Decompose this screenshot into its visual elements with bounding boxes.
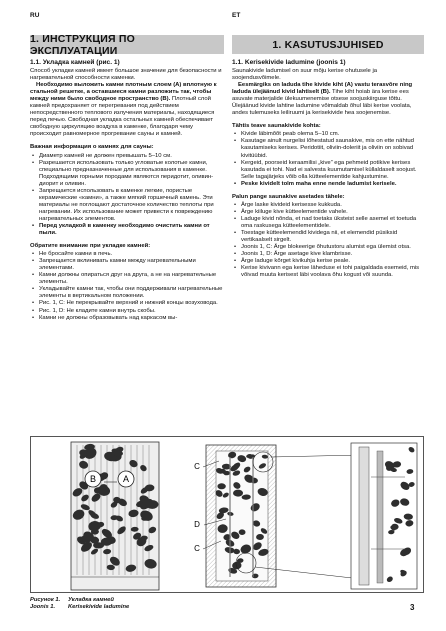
intro-paragraph-et: Saunakivide ladumisel on suur mõju kerise ohutusele ja soojendusvõimele.: [232, 68, 378, 82]
list-item: • Kivide läbimõõt peab olema 5–10 cm.: [232, 131, 424, 138]
list-item: • Перед укладкой в каменку необходимо очистить камни от пыли.: [30, 223, 224, 237]
list-item: • Запрещается вклинивать камни между нагревательными элементами.: [30, 258, 224, 272]
language-tag-et: ET: [232, 12, 241, 19]
list-item: • Joonis 1, C: Ärge blokeerige õhutustoru alumist ega ülemist otsa.: [232, 244, 424, 251]
label-c-top: C: [194, 462, 200, 471]
stacking-emphasis-et: Eesmärgiks on laduda tihe kivide kiht (A) vastu terasvõre ning laduda ülejäänud kivid lahtiselt (B).: [232, 82, 413, 96]
stacking-text-et: Tihe kiht hoiab ära kerise ees asuvate materjalide ülekuumenemise otsese soojuskiirguse tõttu. Ülejäänud kivide lahtine ladumine võimaldab õhul läbi kerise voolata, andes tulemuseks leiliruumi ja kerisekivide hea soojenemise.: [232, 89, 412, 117]
list-item: • Peske kividelt tolm maha enne nende ladumist kerisele.: [232, 181, 424, 188]
caption-number-et: Joonis 1.: [30, 604, 56, 610]
page-number: 3: [410, 603, 415, 612]
list-item: • Kerise kivivann ega kerise läheduse ei tohi paigaldada esemeid, mis võivad muuta kerisest läbi voolava õhu kogust või suunda.: [232, 265, 424, 279]
stacking-text-ru: Плотный слой камней предохраняет от перегревания под действием непосредственного теплового излучения материалы, находящиеся перед печью. Свободная укладка остальных камней обеспечивает свободную циркуляцию воздуха в каменке, благодаря чему происходит равномерное прогревание сауны и камней.: [30, 96, 215, 138]
intro-paragraph-ru: Способ укладки камней имеет большое значение для безопасности и нагревательной способности каменки.: [30, 68, 222, 82]
label-b: B: [89, 474, 97, 484]
stones-heading-et: Tähtis teave saunakivide kohta:: [232, 123, 321, 130]
list-item: • Joonis 1, D: Ärge asetage kive klambrisse.: [232, 251, 424, 258]
caption-number-ru: Рисунок 1.: [30, 597, 61, 603]
list-item: • Камни должны опираться друг на друга, а не на нагревательные элементы.: [30, 272, 224, 286]
care-heading-ru: Обратите внимание при укладке камней:: [30, 243, 151, 250]
section-banner-et: 1. KASUTUSJUHISED: [232, 35, 424, 54]
stones-list-et: [232, 131, 424, 187]
list-item: • Рис. 1, D: Не кладите камни внутрь скобы.: [30, 308, 224, 315]
list-item: • Запрещается использовать в каменке легкие, пористые керамические «камни», а также мягкий горшечный камень. Эти материалы не поглощают достаточное количество теплоты при нагревании. Их использование может привести к повреждению нагревательных элементов.: [30, 188, 224, 223]
language-tag-ru: RU: [30, 12, 40, 19]
stacking-paragraph-et: [232, 82, 424, 117]
list-item: • Laduge kivid nõnda, et nad toetaks üksteist selle asemel et toetuda oma raskusega kütteelementidele.: [232, 216, 424, 230]
list-item: • Диаметр камней не должен превышать 5–10 см.: [30, 153, 224, 160]
heater-left-drawing: [71, 442, 159, 590]
stacking-paragraph-ru: [30, 82, 224, 138]
list-item: • Камни не должны образовывать над каркасом вы-: [30, 315, 224, 322]
section-title-ru: 1.1. Укладка камней (рис. 1): [30, 59, 120, 66]
label-a: A: [122, 474, 130, 484]
heater-right-drawing: [203, 445, 361, 587]
column-ru: [30, 59, 224, 322]
label-d: D: [194, 520, 200, 529]
care-heading-et: Palun pange saunakive asetades tähele:: [232, 193, 345, 200]
stone-stacking-figure: [30, 436, 424, 593]
list-item: • Kergeid, poorseid keraamilisi „kive” ega pehmeid potikive kerises kasutada ei tohi. Nad ei salvesta kuumutamisel küllaldaselt soojust. Selle tagajärjeks võib olla kütteelementide kahjustumine.: [232, 160, 424, 181]
stones-list-ru: [30, 153, 224, 238]
list-item: • Toestage kütteelemendid kividega nii, et elemendid püsiksid vertikaalselt sirgelt.: [232, 230, 424, 244]
list-item: • Kasutage ainult nurgelisi lõhestatud saunakive, mis on ette nähtud kasutamiseks kerises. Peridotiit, oliviin-doleriit ja oliviin on sobivad kivitüübid.: [232, 138, 424, 159]
stacking-emphasis-ru: Необходимо выложить камни плотным слоем (А) вплотную к стальной решетке, а оставшиеся камни разложить так, чтобы между ними было свободное пространство (В).: [30, 82, 217, 103]
section-title-et: 1.1. Kerisekivide ladumine (joonis 1): [232, 59, 346, 66]
list-item: • Ärge kiiluge kive kütteelementide vahele.: [232, 209, 424, 216]
list-item: • Не бросайте камни в печь.: [30, 251, 224, 258]
caption-text-ru: Укладка камней: [68, 597, 114, 603]
detail-zoom-drawing: [351, 443, 417, 589]
list-item: • Разрешается использовать только угловатые колотые камни, специально предназначенные для использования в каменке. Подходящими горными породами являются перидотит, оливин-диорит и оливин.: [30, 160, 224, 188]
label-c-bottom: C: [194, 544, 200, 553]
section-banner-ru: 1. ИНСТРУКЦИЯ ПО ЭКСПЛУАТАЦИИ: [30, 35, 224, 54]
list-item: • Рис. 1, C: Не перекрывайте верхний и нижний концы возуховода.: [30, 300, 224, 307]
care-list-et: [232, 202, 424, 280]
list-item: • Ärge laske kivideid kerisesse kukkuda.: [232, 202, 424, 209]
caption-text-et: Kerisekivide ladumine: [68, 604, 130, 610]
figure-caption-et: [30, 604, 129, 611]
list-item: • Ärge laduge kõrget kivikuhja kerise peale.: [232, 258, 424, 265]
stones-heading-ru: Важная информация о камнях для сауны:: [30, 144, 154, 151]
stone-stacking-illustration: [31, 437, 424, 593]
list-item: • Укладывайте камни так, чтобы они поддерживали нагревательные элементы в вертикальном положении.: [30, 286, 224, 300]
figure-caption-ru: [30, 597, 114, 604]
care-list-ru: [30, 251, 224, 321]
column-et: [232, 59, 424, 279]
